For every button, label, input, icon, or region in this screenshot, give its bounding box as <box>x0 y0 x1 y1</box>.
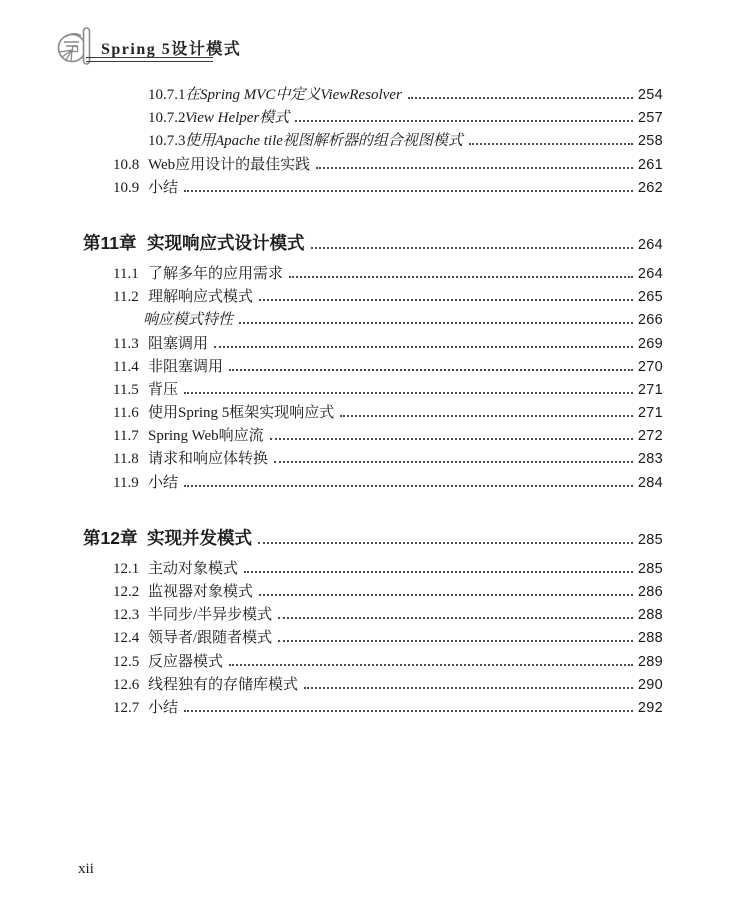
dot-leader <box>278 640 633 642</box>
dot-leader <box>184 485 633 487</box>
toc-chapter-row <box>80 230 663 256</box>
entry-page-number: 283 <box>637 451 663 468</box>
entry-title: 实现并发模式 <box>147 527 252 548</box>
dot-leader <box>229 664 633 666</box>
toc-entry-row <box>80 425 663 448</box>
entry-title: 实现响应式设计模式 <box>147 232 305 253</box>
entry-title: Spring Web响应流 <box>148 428 264 445</box>
entry-page-number: 271 <box>637 405 663 422</box>
dot-leader <box>278 617 633 619</box>
entry-page-number: 288 <box>637 630 663 647</box>
entry-title: 主动对象模式 <box>148 560 239 577</box>
toc-entry-row <box>80 107 663 130</box>
entry-number: 10.7.2 <box>148 110 186 127</box>
toc-entry-row <box>80 154 663 177</box>
entry-page-number: 269 <box>637 335 663 352</box>
entry-title: 请求和响应体转换 <box>148 451 269 468</box>
toc-entry-row <box>80 472 663 495</box>
entry-number: 11.3 <box>113 335 139 352</box>
entry-number: 第12章 <box>83 527 138 548</box>
toc-entry-row <box>80 263 663 286</box>
entry-page-number: 264 <box>637 236 663 253</box>
toc-chapter-row <box>80 525 663 551</box>
entry-title: 在Spring MVC中定义ViewResolver <box>185 87 402 103</box>
toc-entry-row <box>80 130 663 153</box>
entry-page-number: 258 <box>637 133 663 150</box>
entry-title: 使用Spring 5框架实现响应式 <box>148 405 335 422</box>
entry-title: 小结 <box>148 474 179 491</box>
entry-number: 11.1 <box>113 265 139 282</box>
entry-number: 12.3 <box>113 607 140 624</box>
dot-leader <box>184 710 633 712</box>
dot-leader <box>311 247 634 249</box>
entry-title: View Helper模式 <box>185 110 290 127</box>
dot-leader <box>244 571 633 573</box>
entry-number: 12.2 <box>113 584 140 600</box>
dot-leader <box>274 461 633 463</box>
dot-leader <box>289 276 633 278</box>
dot-leader <box>229 369 633 371</box>
entry-number: 10.8 <box>113 156 140 173</box>
dot-leader <box>469 143 633 145</box>
entry-title: 了解多年的应用需求 <box>148 265 284 282</box>
toc-entry-row <box>80 674 663 697</box>
header-rule <box>86 57 213 62</box>
dot-leader <box>408 97 633 99</box>
entry-title: 监视器对象模式 <box>148 584 254 600</box>
toc-entry-row <box>80 558 663 581</box>
dot-leader <box>259 299 633 301</box>
entry-title: 小结 <box>148 179 179 196</box>
toc-entry-row <box>80 627 663 650</box>
entry-page-number: 284 <box>637 474 663 491</box>
entry-page-number: 285 <box>637 531 663 548</box>
entry-title: Web应用设计的最佳实践 <box>148 156 311 173</box>
entry-number: 10.9 <box>113 179 140 196</box>
entry-number: 12.5 <box>113 653 140 670</box>
entry-number: 11.4 <box>113 358 139 375</box>
entry-number: 11.5 <box>113 381 139 398</box>
toc-entry-row <box>80 379 663 402</box>
dot-leader <box>259 594 633 596</box>
book-title: Spring 5设计模式 <box>101 41 242 58</box>
entry-title: 理解响应式模式 <box>148 289 254 306</box>
dot-leader <box>258 542 633 544</box>
toc-entry-row <box>80 604 663 627</box>
dot-leader <box>184 392 633 394</box>
entry-title: 半同步/半异步模式 <box>148 607 273 624</box>
entry-number: 11.9 <box>113 474 139 491</box>
entry-page-number: 270 <box>637 358 663 375</box>
toc-entry-row <box>80 402 663 425</box>
entry-title: 非阻塞调用 <box>148 358 224 375</box>
toc-entry-row <box>80 356 663 379</box>
entry-title: 线程独有的存储库模式 <box>148 676 299 693</box>
toc-entry-row <box>80 333 663 356</box>
dot-leader <box>316 167 633 169</box>
entry-number: 11.6 <box>113 405 139 422</box>
dot-leader <box>295 120 633 122</box>
toc-entry-row <box>80 84 663 107</box>
entry-page-number: 262 <box>637 179 663 196</box>
entry-number: 10.7.3 <box>148 133 186 150</box>
entry-title: 使用Apache tile视图解析器的组合视图模式 <box>185 133 463 150</box>
entry-page-number: 289 <box>637 653 663 670</box>
entry-number: 第11章 <box>83 232 137 253</box>
entry-page-number: 261 <box>637 156 663 173</box>
dot-leader <box>270 438 633 440</box>
entry-page-number: 265 <box>637 289 663 306</box>
entry-number: 12.1 <box>113 560 140 577</box>
entry-title: 小结 <box>148 699 179 716</box>
entry-page-number: 271 <box>637 381 663 398</box>
entry-title: 反应器模式 <box>148 653 224 670</box>
folio-page-number: xii <box>78 861 94 877</box>
entry-page-number: 290 <box>637 676 663 693</box>
dot-leader <box>214 346 633 348</box>
entry-number: 12.4 <box>113 630 140 647</box>
dot-leader <box>184 190 633 192</box>
dot-leader <box>340 415 633 417</box>
toc-entry-row <box>80 651 663 674</box>
toc-list <box>80 84 663 720</box>
entry-number: 11.7 <box>113 428 139 445</box>
entry-page-number: 285 <box>637 560 663 577</box>
entry-page-number: 272 <box>637 428 663 445</box>
dot-leader <box>304 687 633 689</box>
entry-title: 响应模式特性 <box>143 312 234 329</box>
entry-page-number: 264 <box>637 265 663 282</box>
entry-number: 12.7 <box>113 699 140 716</box>
entry-number: 10.7.1 <box>148 87 186 103</box>
dot-leader <box>239 322 633 324</box>
toc-entry-row <box>80 309 663 332</box>
entry-page-number: 286 <box>637 584 663 600</box>
entry-number: 12.6 <box>113 676 140 693</box>
entry-number: 11.8 <box>113 451 139 468</box>
entry-title: 背压 <box>148 381 179 398</box>
page-header <box>0 0 750 70</box>
toc-entry-row <box>80 697 663 720</box>
entry-page-number: 257 <box>637 110 663 127</box>
entry-page-number: 254 <box>637 87 663 103</box>
toc-entry-row <box>80 286 663 309</box>
entry-page-number: 292 <box>637 699 663 716</box>
entry-page-number: 266 <box>637 312 663 329</box>
toc-entry-row <box>80 448 663 471</box>
entry-title: 阻塞调用 <box>148 335 209 352</box>
entry-number: 11.2 <box>113 289 139 306</box>
toc-entry-row <box>80 177 663 200</box>
toc-entry-row <box>80 581 663 604</box>
entry-title: 领导者/跟随者模式 <box>148 630 273 647</box>
entry-page-number: 288 <box>637 607 663 624</box>
